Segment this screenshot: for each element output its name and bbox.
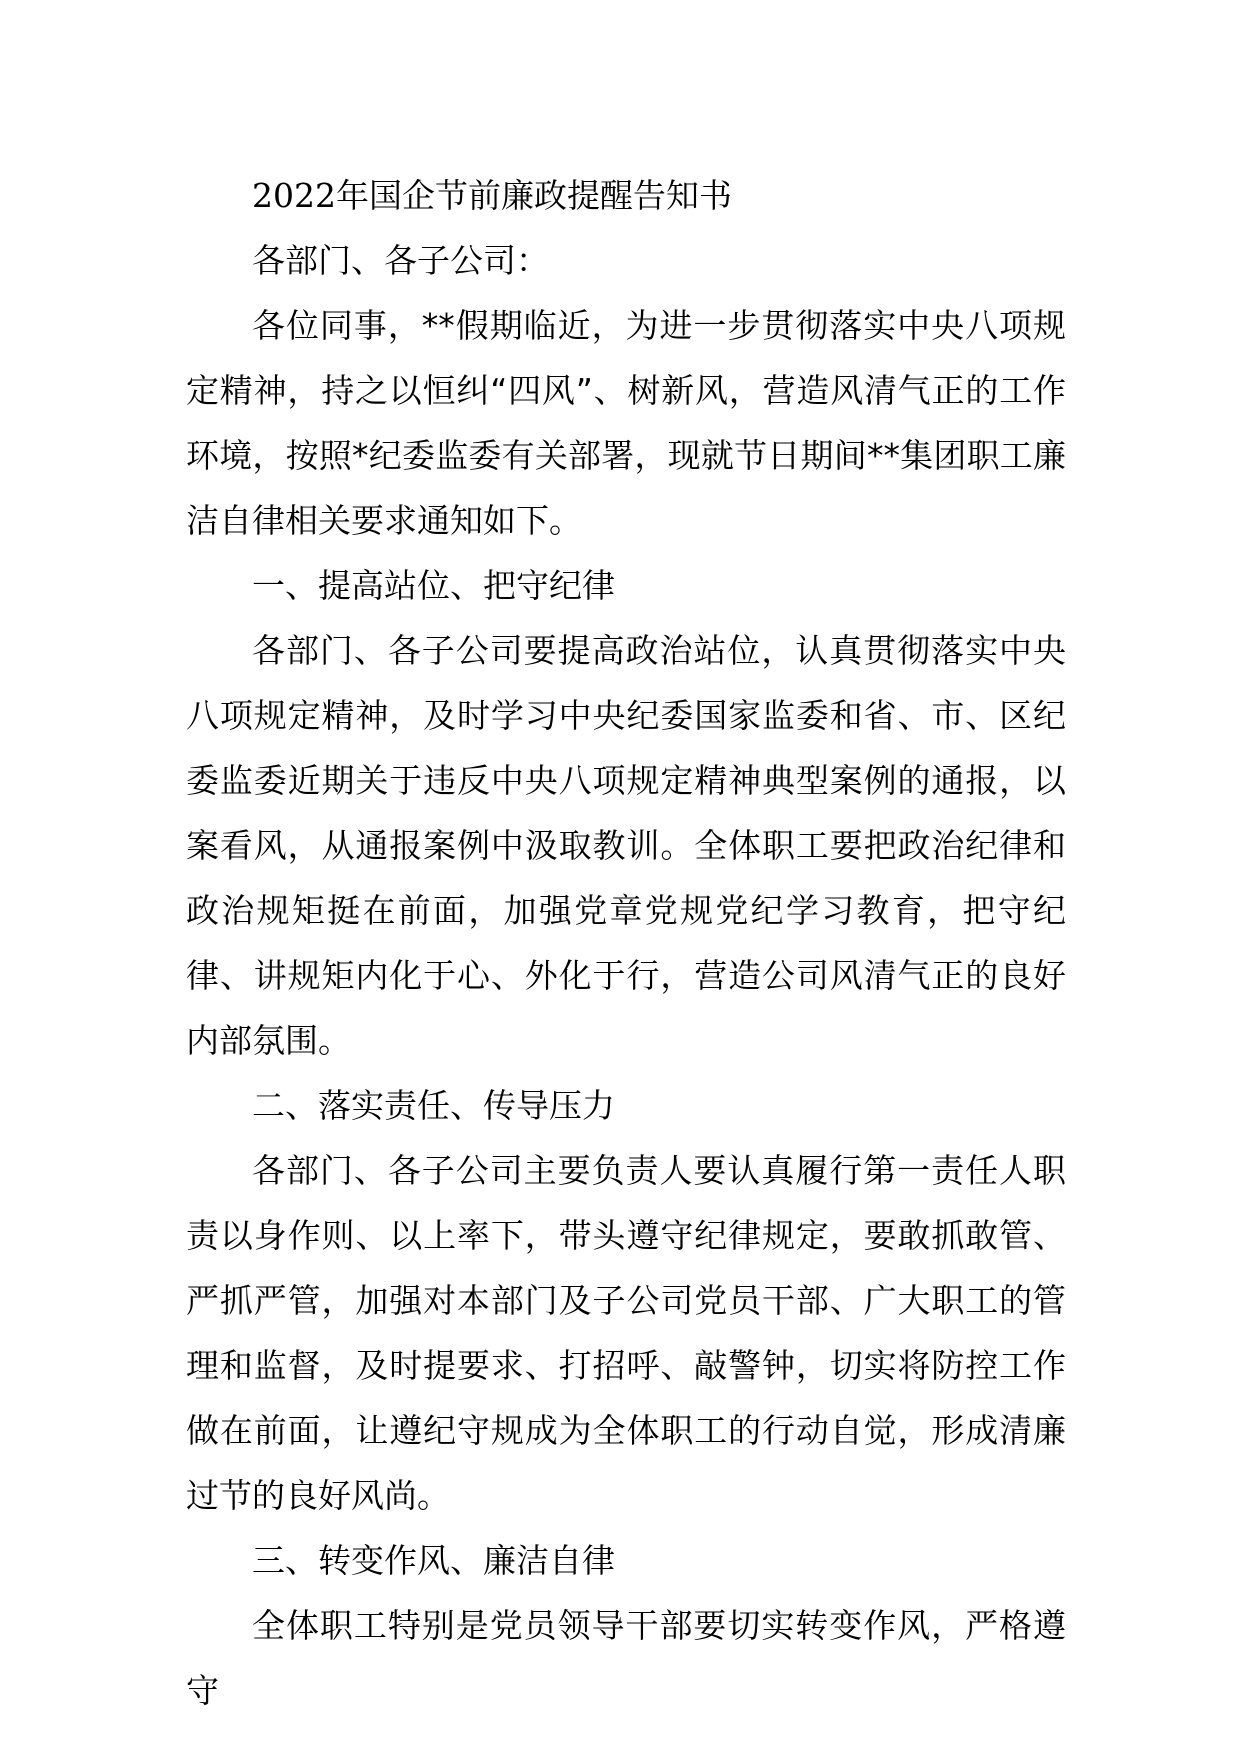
intro-paragraph: 各位同事，**假期临近，为进一步贯彻落实中央八项规定精神，持之以恒纠“四风”、树新风，营造风清气正的工作环境，按照*纪委监委有关部署，现就节日期间**集团职工廉洁自律相关要求通知如下。 [186,306,1066,540]
section-2-paragraph: 各部门、各子公司主要负责人要认真履行第一责任人职责以身作则、以上率下，带头遵守纪律规定，要敢抓敢管、严抓严管，加强对本部门及子公司党员干部、广大职工的管理和监督，及时提要求、打招呼、敲警钟，切实将防控工作做在前面，让遵纪守规成为全体职工的行动自觉，形成清廉过节的良好风尚。 [186,1151,1066,1515]
document-body [186,163,1066,1723]
salutation: 各部门、各子公司： [252,241,549,280]
section-heading-2: 二、落实责任、传导压力 [252,1086,615,1125]
section-1-paragraph: 各部门、各子公司要提高政治站位，认真贯彻落实中央八项规定精神，及时学习中央纪委国家监委和省、市、区纪委监委近期关于违反中央八项规定精神典型案例的通报，以案看风，从通报案例中汲取教训。全体职工要把政治纪律和政治规矩挺在前面，加强党章党规党纪学习教育，把守纪律、讲规矩内化于心、外化于行，营造公司风清气正的良好内部氛围。 [186,631,1066,1060]
section-heading-1: 一、提高站位、把守纪律 [252,566,615,605]
document-title: 2022年国企节前廉政提醒告知书 [252,176,732,215]
section-3-paragraph: 全体职工特别是党员领导干部要切实转变作风，严格遵守 [186,1606,1066,1710]
section-heading-3: 三、转变作风、廉洁自律 [252,1541,615,1580]
